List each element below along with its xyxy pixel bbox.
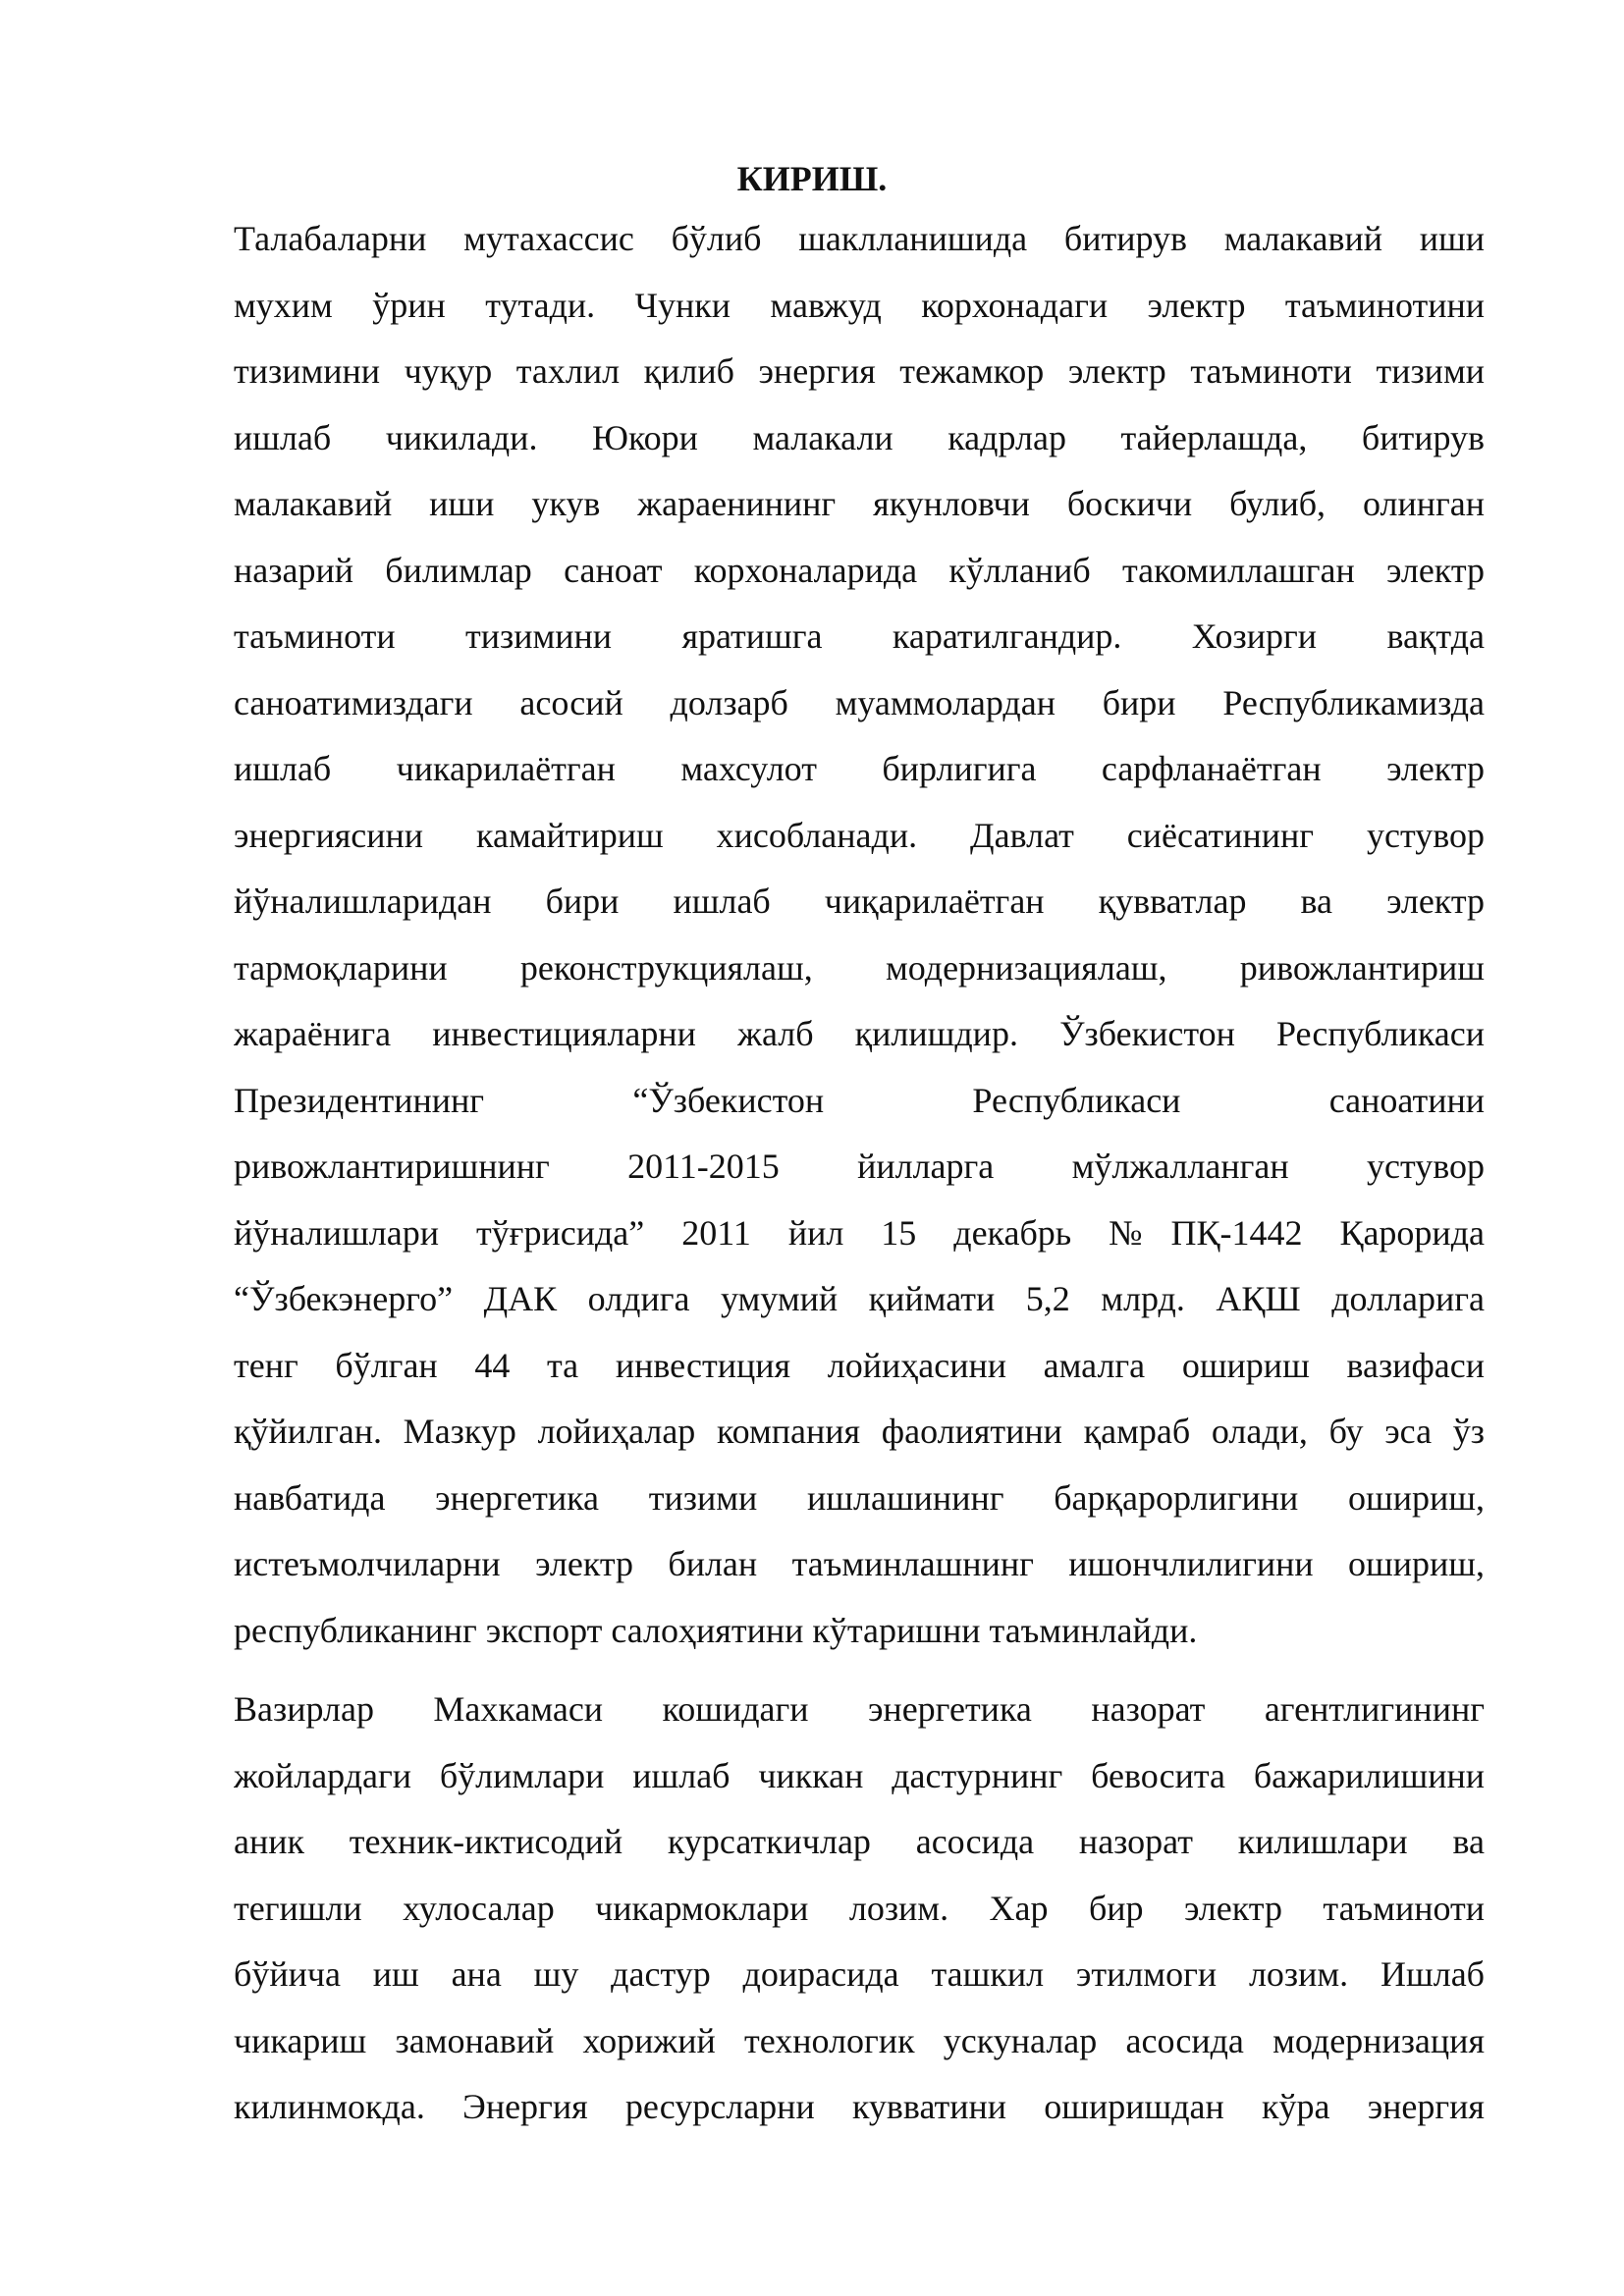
text-line: тармоқларини реконструкциялаш, модернизациялаш, ривожлантириш — [234, 947, 1485, 988]
text-line: ривожлантиришнинг 2011-2015 йилларга мўлжалланган устувор — [234, 1147, 1485, 1186]
text-line: малакавий иши укув жараенининг якунловчи боскичи булиб, олинган — [234, 484, 1485, 523]
text-line: йўналишлари тўғрисида” 2011 йил 15 декабрь №ПҚ-1442 Қарорида — [234, 1212, 1485, 1253]
text-line: килинмокда. Энергия ресурсларни кувватини оширишдан кўра энергия — [234, 2087, 1485, 2126]
text-line: Президентининг “Ўзбекистон Республикаси саноатини — [234, 1080, 1485, 1120]
text-line: йўналишларидан бири ишлаб чиқарилаётган қувватлар ва электр — [234, 881, 1485, 921]
body-text — [234, 206, 1485, 2141]
text-line: навбатида энергетика тизими ишлашининг барқарорлигини ошириш, — [234, 1477, 1485, 1518]
text-line: жараёнига инвестицияларни жалб қилишдир. Ўзбекистон Республикаси — [234, 1014, 1485, 1053]
text-line: тенг бўлган 44 та инвестиция лойиҳасини амалга ошириш вазифаси — [234, 1345, 1485, 1385]
paragraph-1 — [234, 206, 1485, 1664]
text-line: тегишли хулосалар чикармоклари лозим. Хар бир электр таъминоти — [234, 1888, 1485, 1928]
text-line: ишлаб чикилади. Юкори малакали кадрлар тайерлашда, битирув — [234, 417, 1485, 457]
text-line: Вазирлар Махкамаси кошидаги энергетика назорат агентлигининг — [234, 1689, 1485, 1729]
text-line: аник техник-иктисодий курсаткичлар асосида назорат килишлари ва — [234, 1822, 1485, 1861]
text-line: ишлаб чикарилаётган махсулот бирлигига сарфланаётган электр — [234, 749, 1485, 788]
text-line: истеъмолчиларни электр билан таъминлашнинг ишончлилигини ошириш, — [234, 1544, 1485, 1583]
text-line: “Ўзбекэнерго” ДАК олдига умумий қиймати 5,2 млрд. АҚШ долларига — [234, 1279, 1485, 1318]
text-line: республиканинг экспорт салоҳиятини кўтаришни таъминлайди. — [234, 1610, 1198, 1650]
text-line: таъминоти тизимини яратишга каратилгандир. Хозирги вақтда — [234, 616, 1485, 656]
text-line: назарий билимлар саноат корхоналарида кўлланиб такомиллашган электр — [234, 550, 1485, 590]
paragraph-spacer — [234, 1664, 1485, 1677]
text-line: мухим ўрин тутади. Чунки мавжуд корхонадаги электр таъминотини — [234, 285, 1485, 325]
text-line: қўйилган. Мазкур лойиҳалар компания фаолиятини қамраб олади, бу эса ўз — [234, 1412, 1485, 1451]
text-line: бўйича иш ана шу дастур доирасида ташкил этилмоги лозим. Ишлаб — [234, 1954, 1485, 1994]
text-line: тизимини чуқур тахлил қилиб энергия тежамкор электр таъминоти тизими — [234, 351, 1485, 391]
text-line: саноатимиздаги асосий долзарб муаммолардан бири Республикамизда — [234, 682, 1485, 722]
text-line: жойлардаги бўлимлари ишлаб чиккан дастурнинг бевосита бажарилишини — [234, 1755, 1485, 1795]
text-line: чикариш замонавий хорижий технологик ускуналар асосида модернизация — [234, 2020, 1485, 2060]
section-heading: КИРИШ. — [736, 159, 888, 198]
text-line: энергиясини камайтириш хисобланади. Давлат сиёсатининг устувор — [234, 815, 1485, 855]
text-line: Талабаларни мутахассис бўлиб шаклланишида битирув малакавий иши — [234, 219, 1485, 258]
paragraph-2 — [234, 1677, 1485, 2141]
